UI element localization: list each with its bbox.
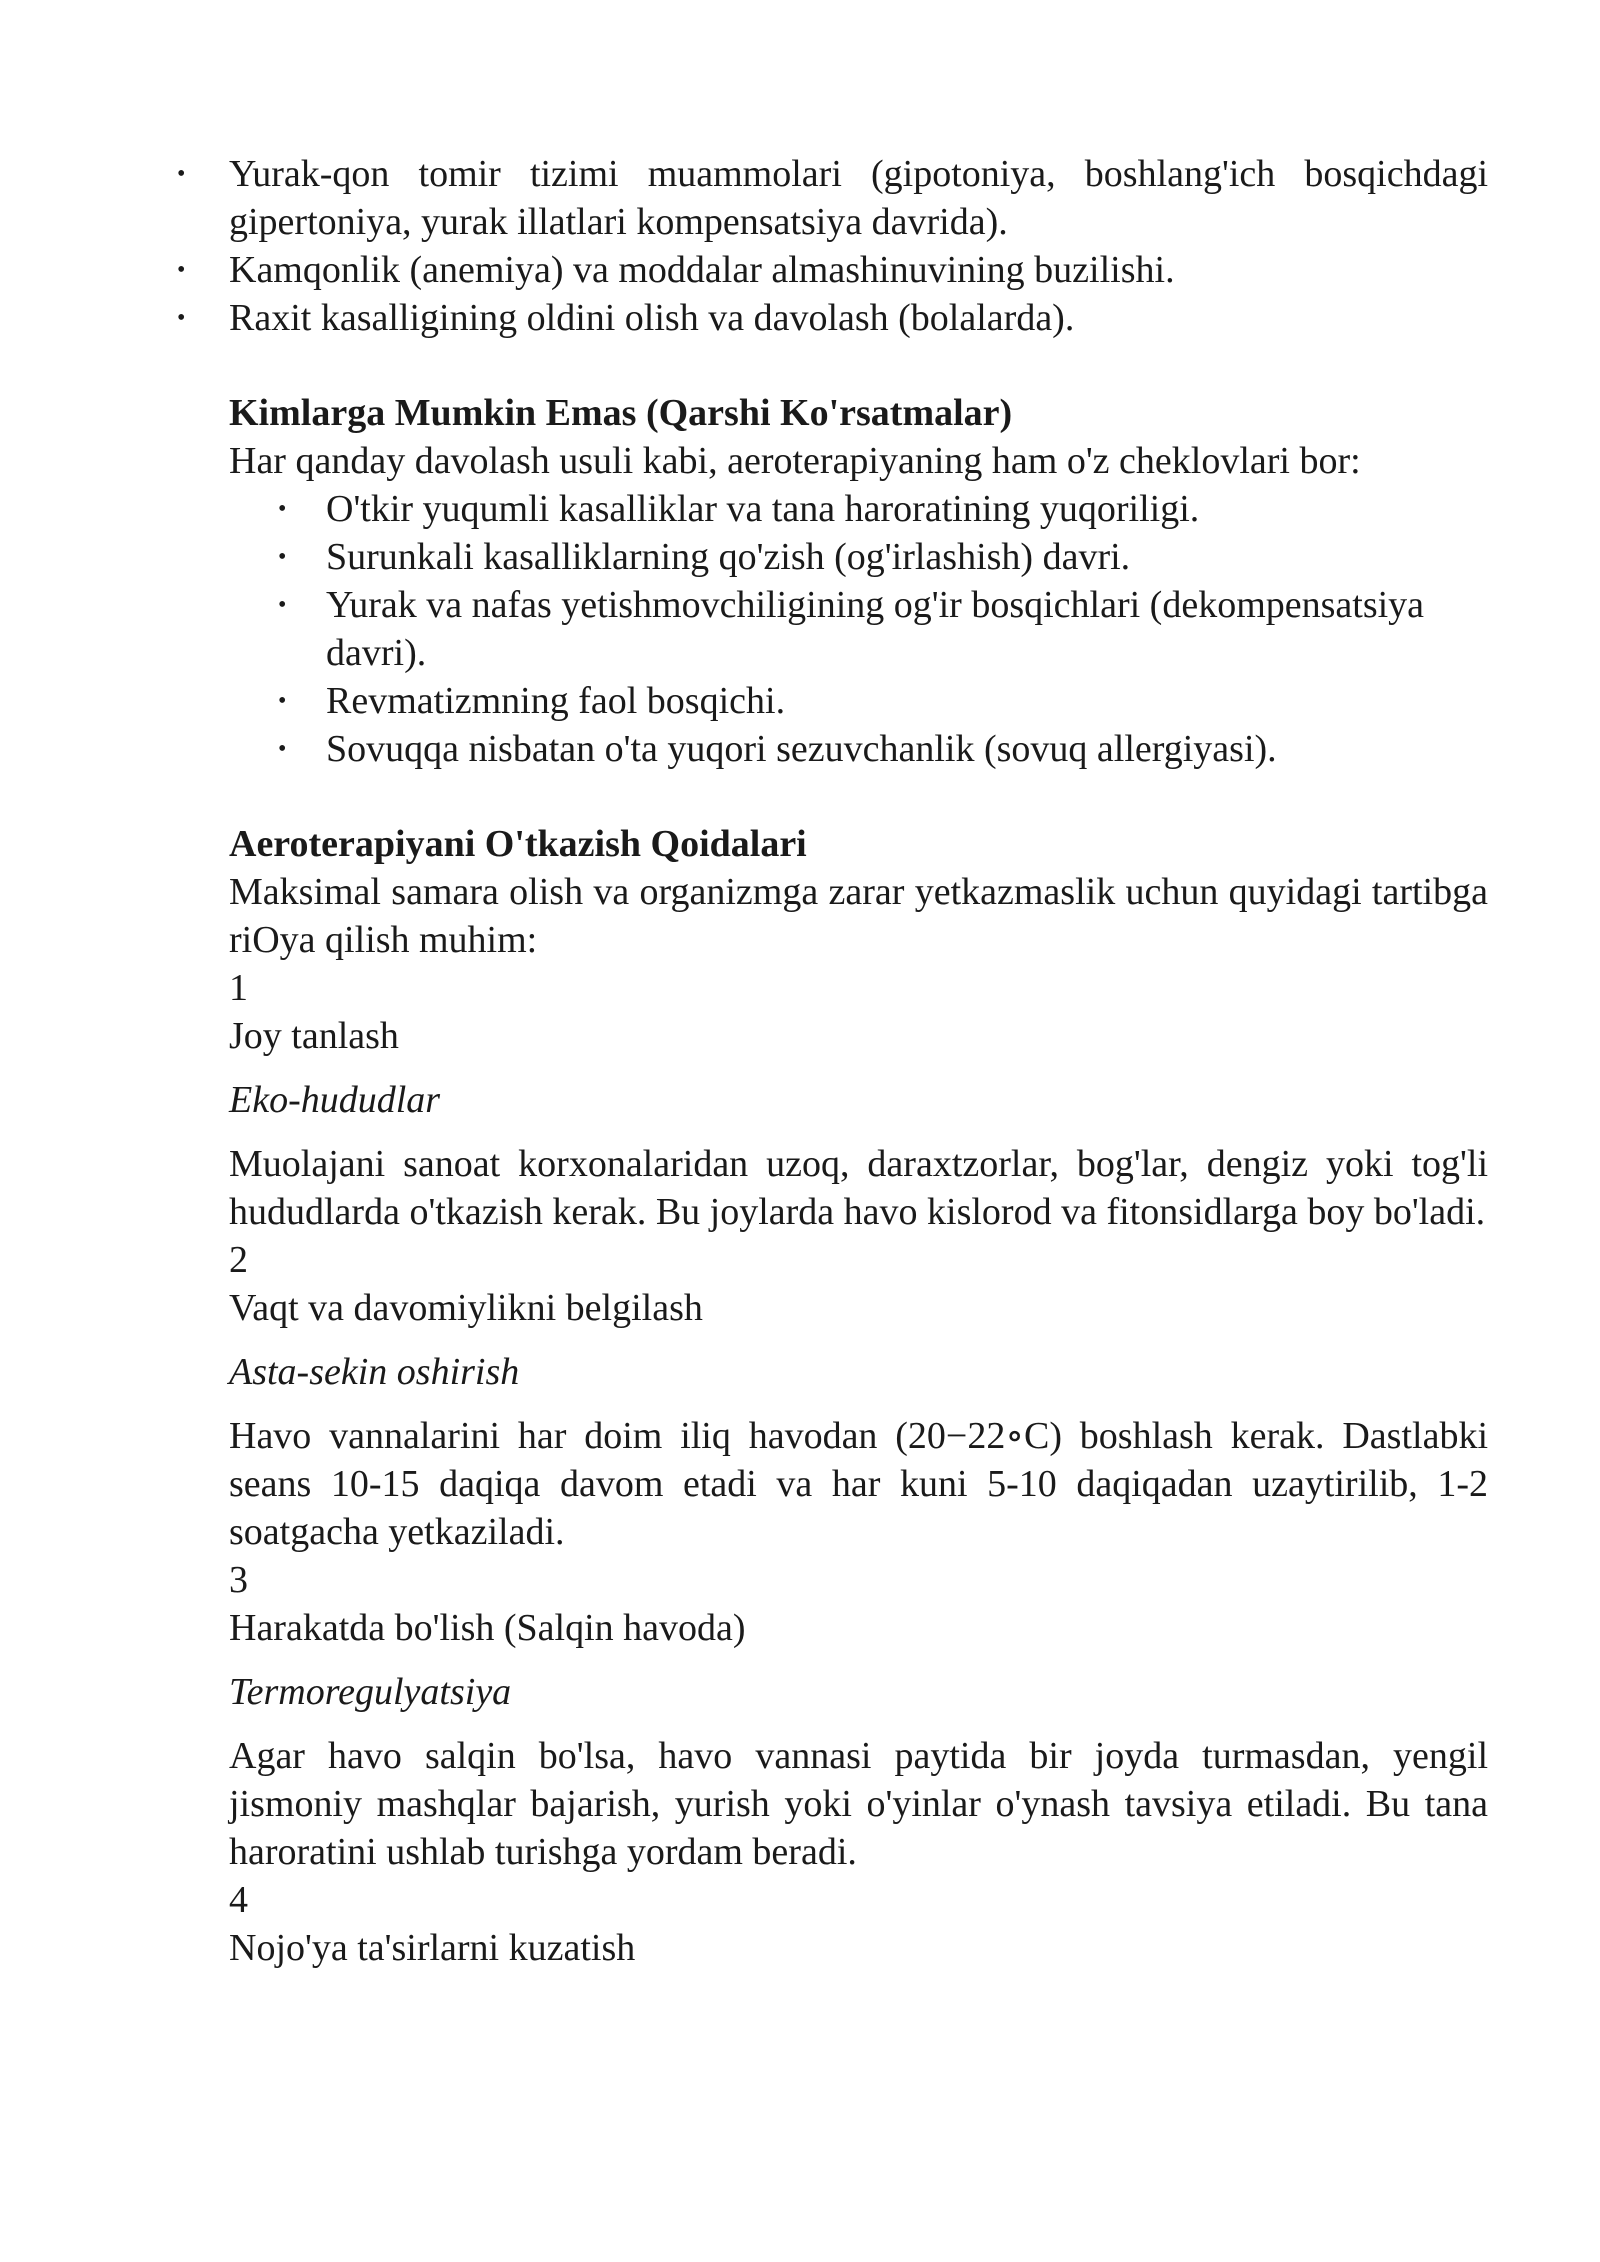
list-item-text: Raxit kasalligining oldini olish va davolash (bolalarda). xyxy=(229,297,1075,339)
list-item xyxy=(278,533,1488,581)
step-text: Agar havo salqin bo'lsa, havo vannasi paytida bir joyda turmasdan, yengil jismoniy mashqlar bajarish, yurish yoki o'yinlar o'ynash tavsiya etiladi. Bu tana haroratini ushlab turishga yordam beradi. xyxy=(229,1735,1488,1873)
step-text: Havo vannalarini har doim iliq havodan (20−22∘C) boshlash kerak. Dastlabki seans 10-15 daqiqa davom etadi va har kuni 5-10 daqiqadan uzaytirilib, 1-2 soatgacha yetkaziladi. xyxy=(229,1415,1488,1553)
list-item xyxy=(278,485,1488,533)
rules-intro: Maksimal samara olish va organizmga zarar yetkazmaslik uchun quyidagi tartibga riOya qilish muhim: xyxy=(229,871,1488,961)
list-item xyxy=(177,150,1488,246)
rule-step xyxy=(229,1236,1488,1556)
list-item-text: Kamqonlik (anemiya) va moddalar almashinuvining buzilishi. xyxy=(229,249,1175,291)
bullet-icon: • xyxy=(278,496,287,522)
contraindications-intro: Har qanday davolash usuli kabi, aeroterapiyaning ham o'z cheklovlari bor: xyxy=(229,440,1361,482)
list-item xyxy=(278,677,1488,725)
list-item-text: Yurak-qon tomir tizimi muammolari (gipotoniya, boshlang'ich bosqichdagi gipertoniya, yurak illatlari kompensatsiya davrida). xyxy=(229,153,1488,243)
step-heading: Vaqt va davomiylikni belgilash xyxy=(229,1287,703,1329)
step-heading: Joy tanlash xyxy=(229,1015,399,1057)
step-heading: Nojo'ya ta'sirlarni kuzatish xyxy=(229,1927,636,1969)
contraindications-list xyxy=(278,485,1488,773)
contraindications-heading: Kimlarga Mumkin Emas (Qarshi Ko'rsatmalar) xyxy=(229,392,1013,434)
step-heading: Harakatda bo'lish (Salqin havoda) xyxy=(229,1607,746,1649)
list-item-text: Revmatizmning faol bosqichi. xyxy=(326,680,786,722)
bullet-icon: • xyxy=(177,305,186,331)
bullet-icon: • xyxy=(177,161,186,187)
step-number: 2 xyxy=(229,1239,248,1281)
bullet-icon: • xyxy=(278,544,287,570)
list-item-text: Sovuqqa nisbatan o'ta yuqori sezuvchanlik (sovuq allergiyasi). xyxy=(326,728,1277,770)
rule-step xyxy=(229,1876,1488,1972)
list-item-text: Surunkali kasalliklarning qo'zish (og'irlashish) davri. xyxy=(326,536,1131,578)
list-item-text: O'tkir yuqumli kasalliklar va tana haroratining yuqoriligi. xyxy=(326,488,1200,530)
bullet-icon: • xyxy=(177,257,186,283)
bullet-icon: • xyxy=(278,736,287,762)
rule-step xyxy=(229,964,1488,1236)
step-number: 3 xyxy=(229,1559,248,1601)
step-text: Muolajani sanoat korxonalaridan uzoq, daraxtzorlar, bog'lar, dengiz yoki tog'li hududlarda o'tkazish kerak. Bu joylarda havo kislorod va fitonsidlarga boy bo'ladi. xyxy=(229,1143,1488,1233)
bullet-icon: • xyxy=(278,688,287,714)
list-item xyxy=(177,294,1488,342)
bullet-icon: • xyxy=(278,592,287,618)
step-subheading: Termoregulyatsiya xyxy=(229,1671,512,1713)
step-subheading: Eko-hududlar xyxy=(229,1079,441,1121)
rules-heading: Aeroterapiyani O'tkazish Qoidalari xyxy=(229,823,807,865)
step-number: 4 xyxy=(229,1879,248,1921)
list-item xyxy=(278,725,1488,773)
step-number: 1 xyxy=(229,967,248,1009)
indications-list xyxy=(177,150,1488,342)
list-item xyxy=(177,246,1488,294)
step-subheading: Asta-sekin oshirish xyxy=(229,1351,520,1393)
document-body xyxy=(177,150,1488,1972)
list-item xyxy=(278,581,1488,677)
rule-step xyxy=(229,1556,1488,1876)
list-item-text: Yurak va nafas yetishmovchiligining og'ir bosqichlari (dekompensatsiya davri). xyxy=(326,584,1425,674)
